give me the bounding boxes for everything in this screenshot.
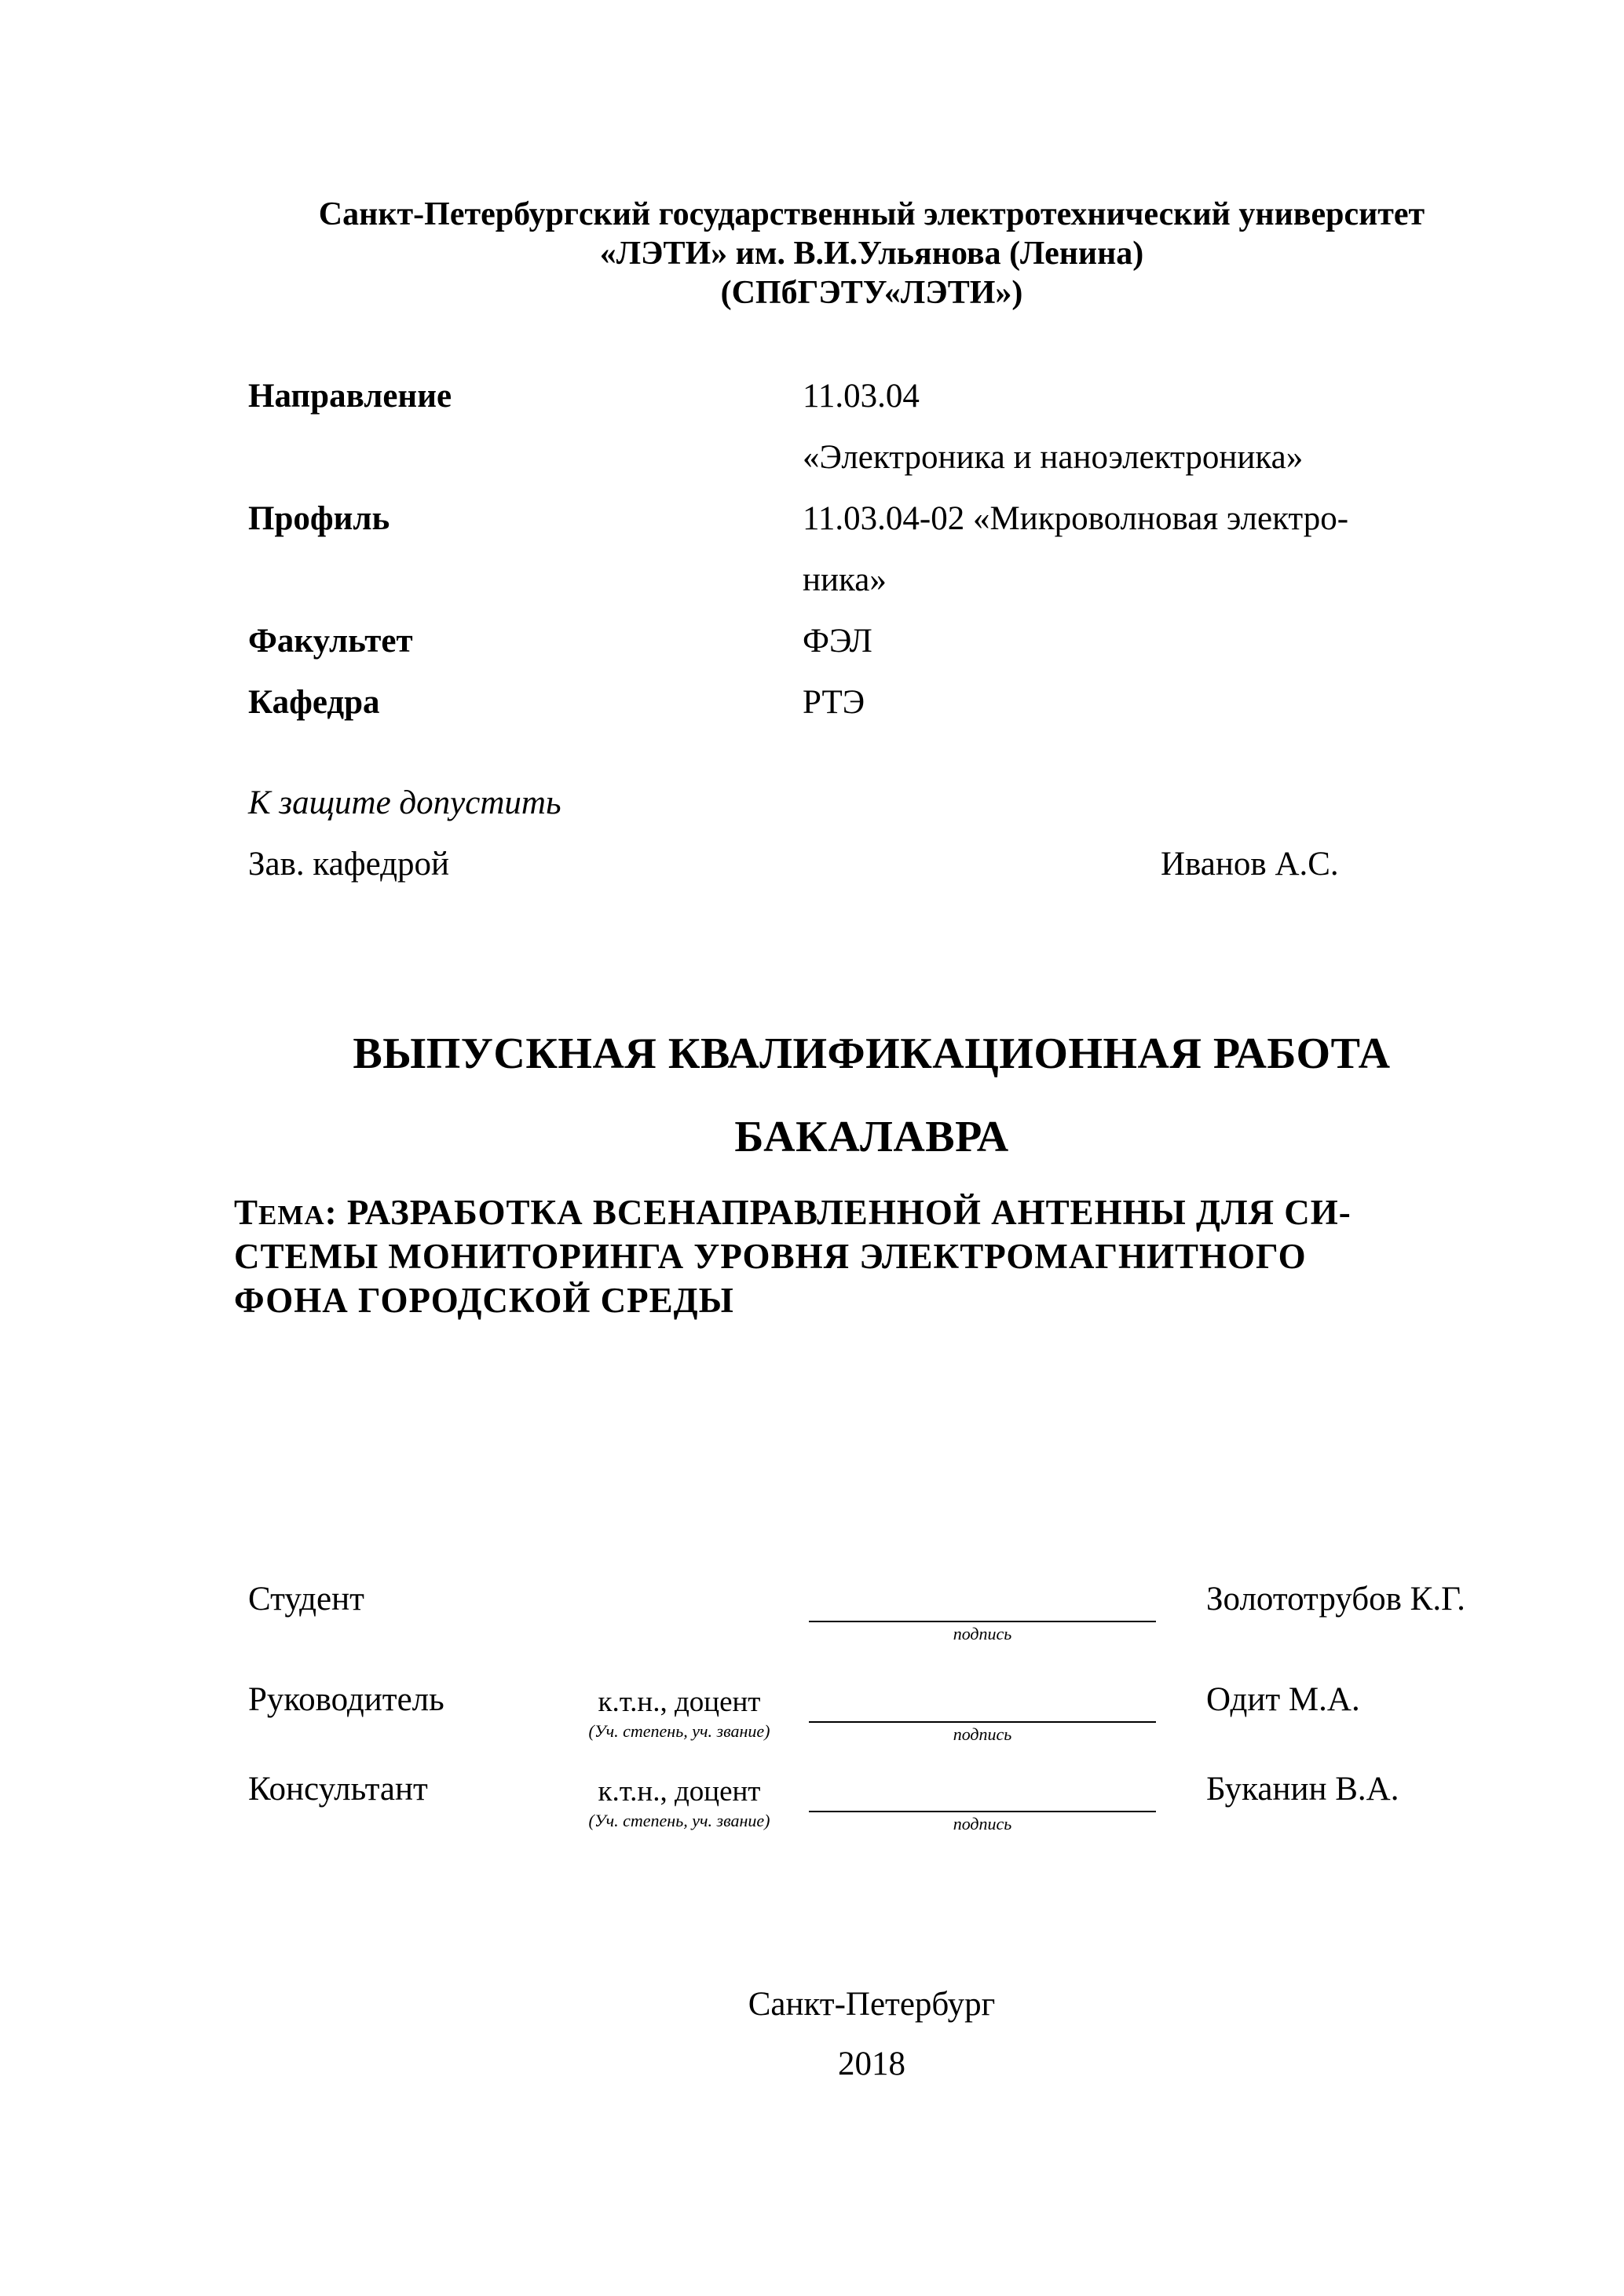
consultant-signature-caption: подпись xyxy=(953,1814,1012,1834)
faculty-value: ФЭЛ xyxy=(803,623,872,660)
student-signature-caption: подпись xyxy=(953,1624,1012,1643)
consultant-signature-line xyxy=(809,1811,1156,1812)
head-of-department-name: Иванов А.С. xyxy=(1161,846,1339,883)
direction-code: 11.03.04 xyxy=(803,378,920,415)
department-value: РТЭ xyxy=(803,684,865,721)
consultant-role: Консультант xyxy=(248,1771,428,1808)
head-of-department-label: Зав. кафедрой xyxy=(248,846,450,883)
department-label: Кафедра xyxy=(248,684,380,721)
theme-line3: ФОНА ГОРОДСКОЙ СРЕДЫ xyxy=(234,1281,734,1320)
theme-line1 xyxy=(234,1192,1352,1233)
document-title-line2: БАКАЛАВРА xyxy=(734,1113,1009,1161)
student-role: Студент xyxy=(248,1581,364,1618)
theme-prefix-rest: ЕМА xyxy=(258,1200,325,1230)
year: 2018 xyxy=(838,2046,905,2082)
supervisor-degree-caption: (Уч. степень, уч. звание) xyxy=(588,1721,770,1741)
direction-name: «Электроника и наноэлектроника» xyxy=(803,439,1304,476)
theme-line2: СТЕМЫ МОНИТОРИНГА УРОВНЯ ЭЛЕКТРОМАГНИТНОГО xyxy=(234,1237,1307,1276)
theme-line1-rest: : РАЗРАБОТКА ВСЕНАПРАВЛЕННОЙ АНТЕННЫ ДЛЯ СИ- xyxy=(324,1193,1352,1232)
supervisor-degree: к.т.н., доцент xyxy=(598,1686,761,1718)
supervisor-signature-caption: подпись xyxy=(953,1724,1012,1744)
university-name-line1: Санкт-Петербургский государственный электротехнический университет xyxy=(318,196,1425,232)
theme-prefix-first: Т xyxy=(234,1193,259,1232)
direction-label: Направление xyxy=(248,378,452,415)
supervisor-name: Одит М.А. xyxy=(1206,1681,1360,1718)
document-title-line1: ВЫПУСКНАЯ КВАЛИФИКАЦИОННАЯ РАБОТА xyxy=(353,1029,1391,1078)
university-abbreviation: (СПбГЭТУ«ЛЭТИ») xyxy=(720,275,1023,311)
university-name-line2: «ЛЭТИ» им. В.И.Ульянова (Ленина) xyxy=(599,236,1144,272)
student-name: Золототрубов К.Г. xyxy=(1206,1581,1465,1618)
consultant-degree-caption: (Уч. степень, уч. звание) xyxy=(588,1811,770,1830)
profile-value-line1: 11.03.04-02 «Микроволновая электро- xyxy=(803,500,1349,537)
student-signature-line xyxy=(809,1621,1156,1622)
consultant-name: Буканин В.А. xyxy=(1206,1771,1399,1808)
supervisor-role: Руководитель xyxy=(248,1681,444,1718)
profile-value-line2: ника» xyxy=(803,561,887,598)
faculty-label: Факультет xyxy=(248,623,413,660)
city: Санкт-Петербург xyxy=(748,1986,996,2023)
consultant-degree: к.т.н., доцент xyxy=(598,1775,761,1808)
admit-to-defense: К защите допустить xyxy=(248,784,561,821)
supervisor-signature-line xyxy=(809,1721,1156,1723)
profile-label: Профиль xyxy=(248,500,390,537)
